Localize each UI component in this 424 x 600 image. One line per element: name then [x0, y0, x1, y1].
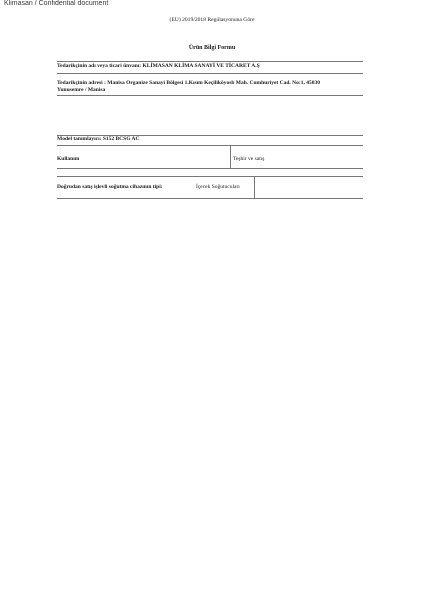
- rule: [57, 198, 363, 199]
- usage-label: Kullanım: [57, 156, 80, 162]
- divider: [230, 145, 231, 168]
- supplier-name: Tedarikçinin adı veya ticari ünvanı: KLİMASAN KLİMA SANAYİ VE TİCARET A.Ş: [57, 63, 260, 69]
- usage-value: Teşhir ve satış: [233, 156, 265, 162]
- regulation-reference: (EU) 2019/2018 Regülasyonuna Göre: [169, 17, 255, 23]
- confidential-header-note: Klimasan / Confidential document: [4, 0, 109, 7]
- rule: [57, 176, 363, 177]
- supplier-address-line2: Yunusemre / Manisa: [57, 87, 106, 93]
- divider: [254, 176, 255, 198]
- rule: [57, 61, 363, 62]
- rule: [57, 168, 363, 169]
- cooler-type-value: İçecek Soğutucuları: [196, 184, 240, 190]
- supplier-address-line1: Tedarikçinin adresi : Manisa Organize Sanayi Bölgesi 1.Kısım Keçiliköyosb Mah. Cumhuriyet Cad. No:1, 45030: [57, 80, 320, 86]
- rule: [57, 145, 363, 146]
- model-identifier: Model tanımlayıcı: S152 BCSG AC: [57, 136, 140, 142]
- rule: [57, 95, 363, 96]
- form-title: Ürün Bilgi Formu: [188, 45, 236, 51]
- cooler-type-label: Doğrudan satış işlevli soğutma cihazının tipi:: [57, 184, 163, 190]
- rule: [57, 73, 363, 74]
